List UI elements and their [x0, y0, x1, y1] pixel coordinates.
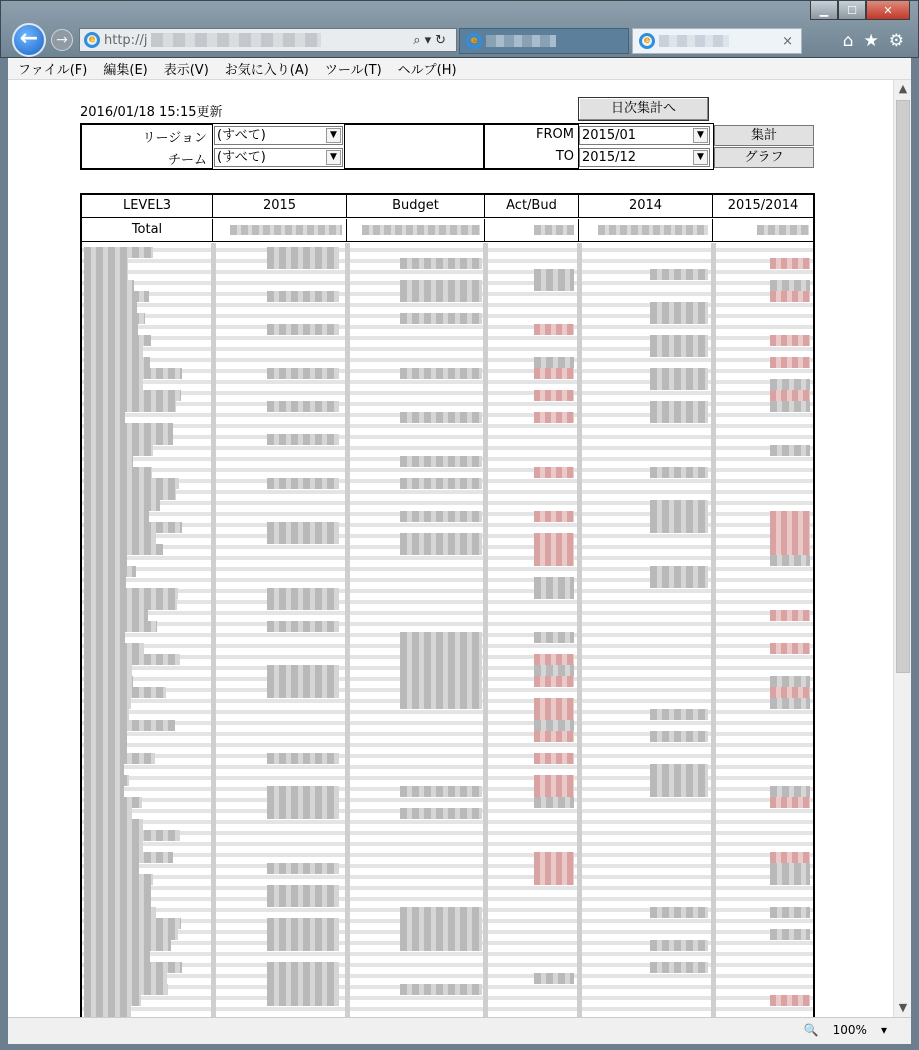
- redacted-value: [84, 896, 151, 907]
- chevron-down-icon[interactable]: ▼: [326, 128, 341, 143]
- redacted-value: [534, 357, 574, 368]
- column-divider: [211, 243, 216, 1017]
- redacted-value: [650, 269, 708, 280]
- col-budget: Budget: [347, 195, 485, 217]
- redacted-value: [770, 291, 810, 302]
- redacted-value: [770, 390, 810, 401]
- redacted-value: [267, 522, 339, 533]
- redacted-value: [267, 786, 339, 797]
- redacted-value: [400, 456, 482, 467]
- redacted-value: [84, 973, 167, 984]
- redacted-value: [534, 467, 574, 478]
- redacted-value: [84, 500, 160, 511]
- redacted-value: [650, 401, 708, 412]
- minimize-button[interactable]: ▁: [810, 1, 838, 20]
- address-url: http://j: [104, 32, 148, 48]
- redacted-value: [650, 313, 708, 324]
- table-total-row: [82, 219, 813, 242]
- redacted-value: [534, 676, 574, 687]
- redacted-value: [230, 225, 342, 235]
- redacted-value: [84, 841, 143, 852]
- redacted-value: [400, 786, 482, 797]
- ie-logo-icon: e: [84, 32, 100, 48]
- redacted-value: [84, 522, 182, 533]
- column-divider: [577, 243, 582, 1017]
- page-content: [8, 80, 893, 1017]
- redacted-value: [84, 962, 182, 973]
- redacted-value: [400, 313, 482, 324]
- browser-tab-active[interactable]: [632, 28, 802, 54]
- settings-gear-icon[interactable]: ⚙: [888, 31, 904, 51]
- redacted-value: [267, 885, 339, 896]
- redacted-value: [650, 346, 708, 357]
- redacted-value: [84, 830, 180, 841]
- redacted-value: [84, 786, 124, 797]
- redacted-value: [534, 269, 574, 280]
- redacted-value: [770, 401, 810, 412]
- redacted-value: [650, 335, 708, 346]
- menu-view[interactable]: 表示(V): [163, 63, 209, 78]
- redacted-value: [267, 973, 339, 984]
- redacted-value: [84, 335, 151, 346]
- total-act-bud: [485, 219, 579, 241]
- redacted-value: [534, 588, 574, 599]
- zoom-control[interactable]: [804, 1023, 887, 1037]
- data-table: [80, 193, 815, 1017]
- redacted-value: [84, 918, 181, 929]
- redacted-value: [84, 709, 129, 720]
- redacted-value: [84, 621, 157, 632]
- tab-title-redacted: [486, 35, 556, 47]
- redacted-value: [770, 335, 810, 346]
- redacted-value: [267, 797, 339, 808]
- redacted-value: [770, 874, 810, 885]
- filter-empty-cell: [344, 124, 484, 169]
- redacted-value: [84, 852, 173, 863]
- daily-summary-button[interactable]: 日次集計へ: [578, 97, 709, 121]
- redacted-value: [534, 368, 574, 379]
- redacted-value: [770, 522, 810, 533]
- redacted-value: [84, 379, 143, 390]
- redacted-value: [267, 434, 339, 445]
- ie-logo-icon: e: [639, 33, 655, 49]
- chevron-down-icon[interactable]: ▼: [693, 128, 708, 143]
- redacted-value: [84, 478, 179, 489]
- redacted-value: [267, 676, 339, 687]
- redacted-value: [534, 731, 574, 742]
- forward-arrow-icon[interactable]: →: [51, 29, 73, 51]
- redacted-value: [400, 918, 482, 929]
- team-select-value: (すべて): [217, 150, 266, 165]
- redacted-value: [84, 423, 173, 434]
- col-2014: 2014: [579, 195, 713, 217]
- redacted-value: [267, 940, 339, 951]
- redacted-value: [84, 368, 182, 379]
- redacted-value: [84, 445, 153, 456]
- redacted-value: [534, 709, 574, 720]
- redacted-value: [534, 324, 574, 335]
- redacted-value: [770, 379, 810, 390]
- zoom-level: 100%: [832, 1023, 867, 1037]
- redacted-value: [534, 654, 574, 665]
- redacted-value: [84, 544, 163, 555]
- redacted-value: [770, 863, 810, 874]
- redacted-value: [84, 687, 166, 698]
- redacted-value: [267, 863, 339, 874]
- address-url-redacted: [151, 33, 321, 47]
- redacted-value: [534, 874, 574, 885]
- redacted-value: [770, 687, 810, 698]
- redacted-value: [534, 225, 574, 235]
- redacted-value: [267, 896, 339, 907]
- redacted-value: [770, 555, 810, 566]
- region-select[interactable]: [214, 126, 343, 145]
- redacted-value: [534, 775, 574, 786]
- menu-favorites[interactable]: お気に入り(A): [224, 63, 309, 78]
- redacted-value: [650, 566, 708, 577]
- team-select[interactable]: [214, 148, 343, 167]
- redacted-rows: [82, 243, 813, 1017]
- redacted-value: [84, 346, 143, 357]
- redacted-value: [84, 720, 175, 731]
- redacted-value: [84, 819, 143, 830]
- redacted-value: [650, 764, 708, 775]
- redacted-value: [267, 478, 339, 489]
- redacted-value: [400, 687, 482, 698]
- redacted-value: [84, 797, 142, 808]
- redacted-value: [770, 280, 810, 291]
- menu-bar: [8, 58, 911, 80]
- redacted-value: [400, 544, 482, 555]
- redacted-value: [267, 368, 339, 379]
- redacted-value: [84, 731, 127, 742]
- redacted-value: [84, 863, 139, 874]
- vertical-scrollbar[interactable]: [893, 80, 911, 1017]
- region-label: リージョン: [142, 131, 207, 146]
- redacted-value: [84, 357, 150, 368]
- redacted-value: [84, 665, 132, 676]
- redacted-value: [400, 907, 482, 918]
- redacted-value: [770, 533, 810, 544]
- redacted-value: [400, 984, 482, 995]
- from-select-value: 2015/01: [582, 128, 637, 143]
- redacted-value: [400, 940, 482, 951]
- redacted-value: [84, 247, 153, 258]
- column-divider: [345, 243, 350, 1017]
- redacted-value: [650, 511, 708, 522]
- redacted-value: [84, 951, 150, 962]
- redacted-value: [267, 808, 339, 819]
- redacted-value: [534, 797, 574, 808]
- redacted-value: [84, 533, 156, 544]
- redacted-value: [84, 907, 156, 918]
- redacted-value: [84, 742, 127, 753]
- redacted-value: [267, 401, 339, 412]
- redacted-value: [84, 577, 126, 588]
- redacted-value: [84, 467, 152, 478]
- redacted-value: [770, 852, 810, 863]
- redacted-value: [534, 720, 574, 731]
- redacted-value: [84, 511, 149, 522]
- redacted-value: [650, 379, 708, 390]
- redacted-value: [400, 478, 482, 489]
- redacted-value: [84, 929, 178, 940]
- to-select-value: 2015/12: [582, 150, 637, 165]
- redacted-value: [534, 786, 574, 797]
- redacted-value: [84, 566, 136, 577]
- redacted-value: [650, 775, 708, 786]
- redacted-value: [770, 258, 810, 269]
- total-label: Total: [82, 219, 213, 241]
- redacted-value: [534, 753, 574, 764]
- redacted-value: [84, 885, 151, 896]
- favorites-star-icon[interactable]: ★: [863, 31, 879, 51]
- total-2015-2014: [713, 219, 813, 241]
- redacted-value: [650, 467, 708, 478]
- chevron-down-icon[interactable]: ▼: [326, 150, 341, 165]
- redacted-value: [534, 544, 574, 555]
- redacted-value: [267, 621, 339, 632]
- redacted-value: [770, 786, 810, 797]
- redacted-value: [534, 511, 574, 522]
- redacted-value: [650, 962, 708, 973]
- redacted-value: [267, 533, 339, 544]
- redacted-value: [84, 874, 153, 885]
- chevron-down-icon[interactable]: ▾: [424, 32, 436, 48]
- redacted-value: [400, 632, 482, 643]
- redacted-value: [770, 797, 810, 808]
- browser-nav-icons: [843, 31, 904, 51]
- search-icon[interactable]: ⌕: [413, 32, 425, 48]
- redacted-value: [534, 632, 574, 643]
- redacted-value: [400, 654, 482, 665]
- redacted-value: [84, 940, 171, 951]
- redacted-value: [267, 258, 339, 269]
- redacted-value: [534, 533, 574, 544]
- window-controls: [810, 1, 910, 20]
- redacted-value: [770, 610, 810, 621]
- redacted-value: [770, 544, 810, 555]
- redacted-value: [757, 225, 809, 235]
- redacted-value: [84, 324, 138, 335]
- redacted-value: [267, 918, 339, 929]
- redacted-value: [267, 984, 339, 995]
- redacted-value: [770, 907, 810, 918]
- redacted-value: [400, 280, 482, 291]
- maximize-button[interactable]: ☐: [838, 1, 866, 20]
- redacted-value: [84, 313, 145, 324]
- menu-help[interactable]: ヘルプ(H): [397, 63, 457, 78]
- redacted-value: [84, 1006, 131, 1017]
- redacted-value: [650, 577, 708, 588]
- redacted-value: [534, 390, 574, 401]
- refresh-icon[interactable]: ↻: [435, 32, 450, 48]
- tab-title-redacted: [659, 35, 729, 47]
- redacted-value: [400, 368, 482, 379]
- home-icon[interactable]: ⌂: [842, 31, 854, 51]
- redacted-value: [84, 269, 128, 280]
- redacted-value: [400, 533, 482, 544]
- redacted-value: [650, 302, 708, 313]
- redacted-value: [400, 511, 482, 522]
- redacted-value: [84, 643, 144, 654]
- col-2015-2014: 2015/2014: [727, 198, 799, 213]
- redacted-value: [770, 929, 810, 940]
- redacted-value: [267, 753, 339, 764]
- total-budget: [347, 219, 485, 241]
- redacted-value: [770, 995, 810, 1006]
- redacted-value: [267, 665, 339, 676]
- redacted-value: [84, 984, 168, 995]
- redacted-value: [650, 786, 708, 797]
- redacted-value: [84, 291, 149, 302]
- redacted-value: [267, 247, 339, 258]
- to-label: TO: [555, 149, 574, 164]
- redacted-value: [84, 258, 128, 269]
- col-level3: LEVEL3: [82, 195, 213, 217]
- redacted-value: [400, 676, 482, 687]
- column-divider: [483, 243, 488, 1017]
- redacted-value: [362, 225, 480, 235]
- redacted-value: [267, 291, 339, 302]
- redacted-value: [534, 698, 574, 709]
- column-divider: [711, 243, 716, 1017]
- scroll-up-icon[interactable]: ▲: [898, 82, 908, 95]
- browser-titlebar: [0, 0, 919, 58]
- redacted-value: [770, 445, 810, 456]
- scroll-down-icon[interactable]: ▼: [898, 1001, 908, 1014]
- table-header-row: [82, 195, 813, 218]
- redacted-value: [400, 808, 482, 819]
- redacted-value: [267, 324, 339, 335]
- redacted-value: [400, 665, 482, 676]
- col-act-bud: Act/Bud: [485, 195, 579, 217]
- redacted-value: [84, 588, 178, 599]
- redacted-value: [770, 698, 810, 709]
- graph-button[interactable]: グラフ: [714, 147, 814, 168]
- redacted-value: [84, 434, 173, 445]
- redacted-value: [267, 687, 339, 698]
- redacted-value: [84, 775, 129, 786]
- redacted-value: [400, 412, 482, 423]
- redacted-value: [534, 852, 574, 863]
- redacted-value: [84, 401, 176, 412]
- redacted-value: [770, 643, 810, 654]
- redacted-value: [267, 995, 339, 1006]
- redacted-value: [534, 665, 574, 676]
- redacted-value: [650, 709, 708, 720]
- redacted-value: [650, 940, 708, 951]
- redacted-value: [400, 698, 482, 709]
- redacted-value: [84, 489, 176, 500]
- status-bar: [8, 1017, 911, 1044]
- chevron-down-icon[interactable]: ▼: [693, 150, 708, 165]
- redacted-value: [534, 555, 574, 566]
- redacted-value: [400, 258, 482, 269]
- redacted-value: [534, 863, 574, 874]
- ie-logo-icon: e: [466, 33, 482, 49]
- redacted-value: [84, 599, 177, 610]
- redacted-value: [400, 643, 482, 654]
- region-select-value: (すべて): [217, 128, 266, 143]
- redacted-value: [650, 522, 708, 533]
- total-2015: [213, 219, 347, 241]
- redacted-value: [84, 412, 125, 423]
- redacted-value: [598, 225, 708, 235]
- redacted-value: [84, 610, 148, 621]
- redacted-value: [267, 599, 339, 610]
- redacted-value: [84, 808, 132, 819]
- address-bar[interactable]: [79, 28, 457, 52]
- redacted-value: [400, 929, 482, 940]
- menu-edit[interactable]: 編集(E): [103, 63, 148, 78]
- redacted-value: [84, 632, 125, 643]
- redacted-value: [534, 412, 574, 423]
- to-select[interactable]: [579, 148, 710, 167]
- total-2014: [579, 219, 713, 241]
- redacted-value: [770, 357, 810, 368]
- browser-tab-1[interactable]: [459, 28, 629, 54]
- redacted-value: [650, 500, 708, 511]
- redacted-value: [84, 995, 141, 1006]
- redacted-value: [84, 654, 180, 665]
- from-label: FROM: [536, 127, 574, 142]
- redacted-value: [267, 929, 339, 940]
- redacted-value: [84, 280, 134, 291]
- close-window-button[interactable]: ✕: [866, 1, 910, 20]
- filter-panel: [80, 123, 714, 170]
- redacted-value: [84, 676, 133, 687]
- redacted-value: [770, 511, 810, 522]
- updated-timestamp: 2016/01/18 15:15更新: [80, 105, 223, 120]
- redacted-value: [267, 588, 339, 599]
- tab-close-icon[interactable]: ×: [782, 33, 793, 49]
- col-2015: 2015: [213, 195, 347, 217]
- scrollbar-thumb[interactable]: [896, 100, 910, 673]
- redacted-value: [650, 731, 708, 742]
- redacted-value: [84, 390, 181, 401]
- menu-tools[interactable]: ツール(T): [324, 63, 382, 78]
- redacted-value: [400, 291, 482, 302]
- redacted-value: [84, 555, 127, 566]
- redacted-value: [534, 280, 574, 291]
- redacted-value: [84, 456, 133, 467]
- menu-file[interactable]: ファイル(F): [18, 63, 88, 78]
- redacted-value: [534, 973, 574, 984]
- redacted-value: [650, 907, 708, 918]
- zoom-icon: 🔍: [803, 1023, 819, 1037]
- address-tools: [413, 33, 456, 48]
- redacted-value: [534, 577, 574, 588]
- aggregate-button[interactable]: 集計: [714, 125, 814, 146]
- redacted-value: [84, 698, 131, 709]
- chevron-down-icon[interactable]: ▾: [880, 1023, 887, 1037]
- redacted-value: [650, 368, 708, 379]
- redacted-value: [267, 962, 339, 973]
- back-arrow-icon[interactable]: ←: [12, 23, 46, 57]
- from-select[interactable]: [579, 126, 710, 145]
- redacted-value: [650, 412, 708, 423]
- redacted-value: [84, 764, 124, 775]
- redacted-value: [84, 302, 137, 313]
- team-label: チーム: [167, 153, 207, 168]
- redacted-value: [84, 753, 155, 764]
- redacted-value: [770, 676, 810, 687]
